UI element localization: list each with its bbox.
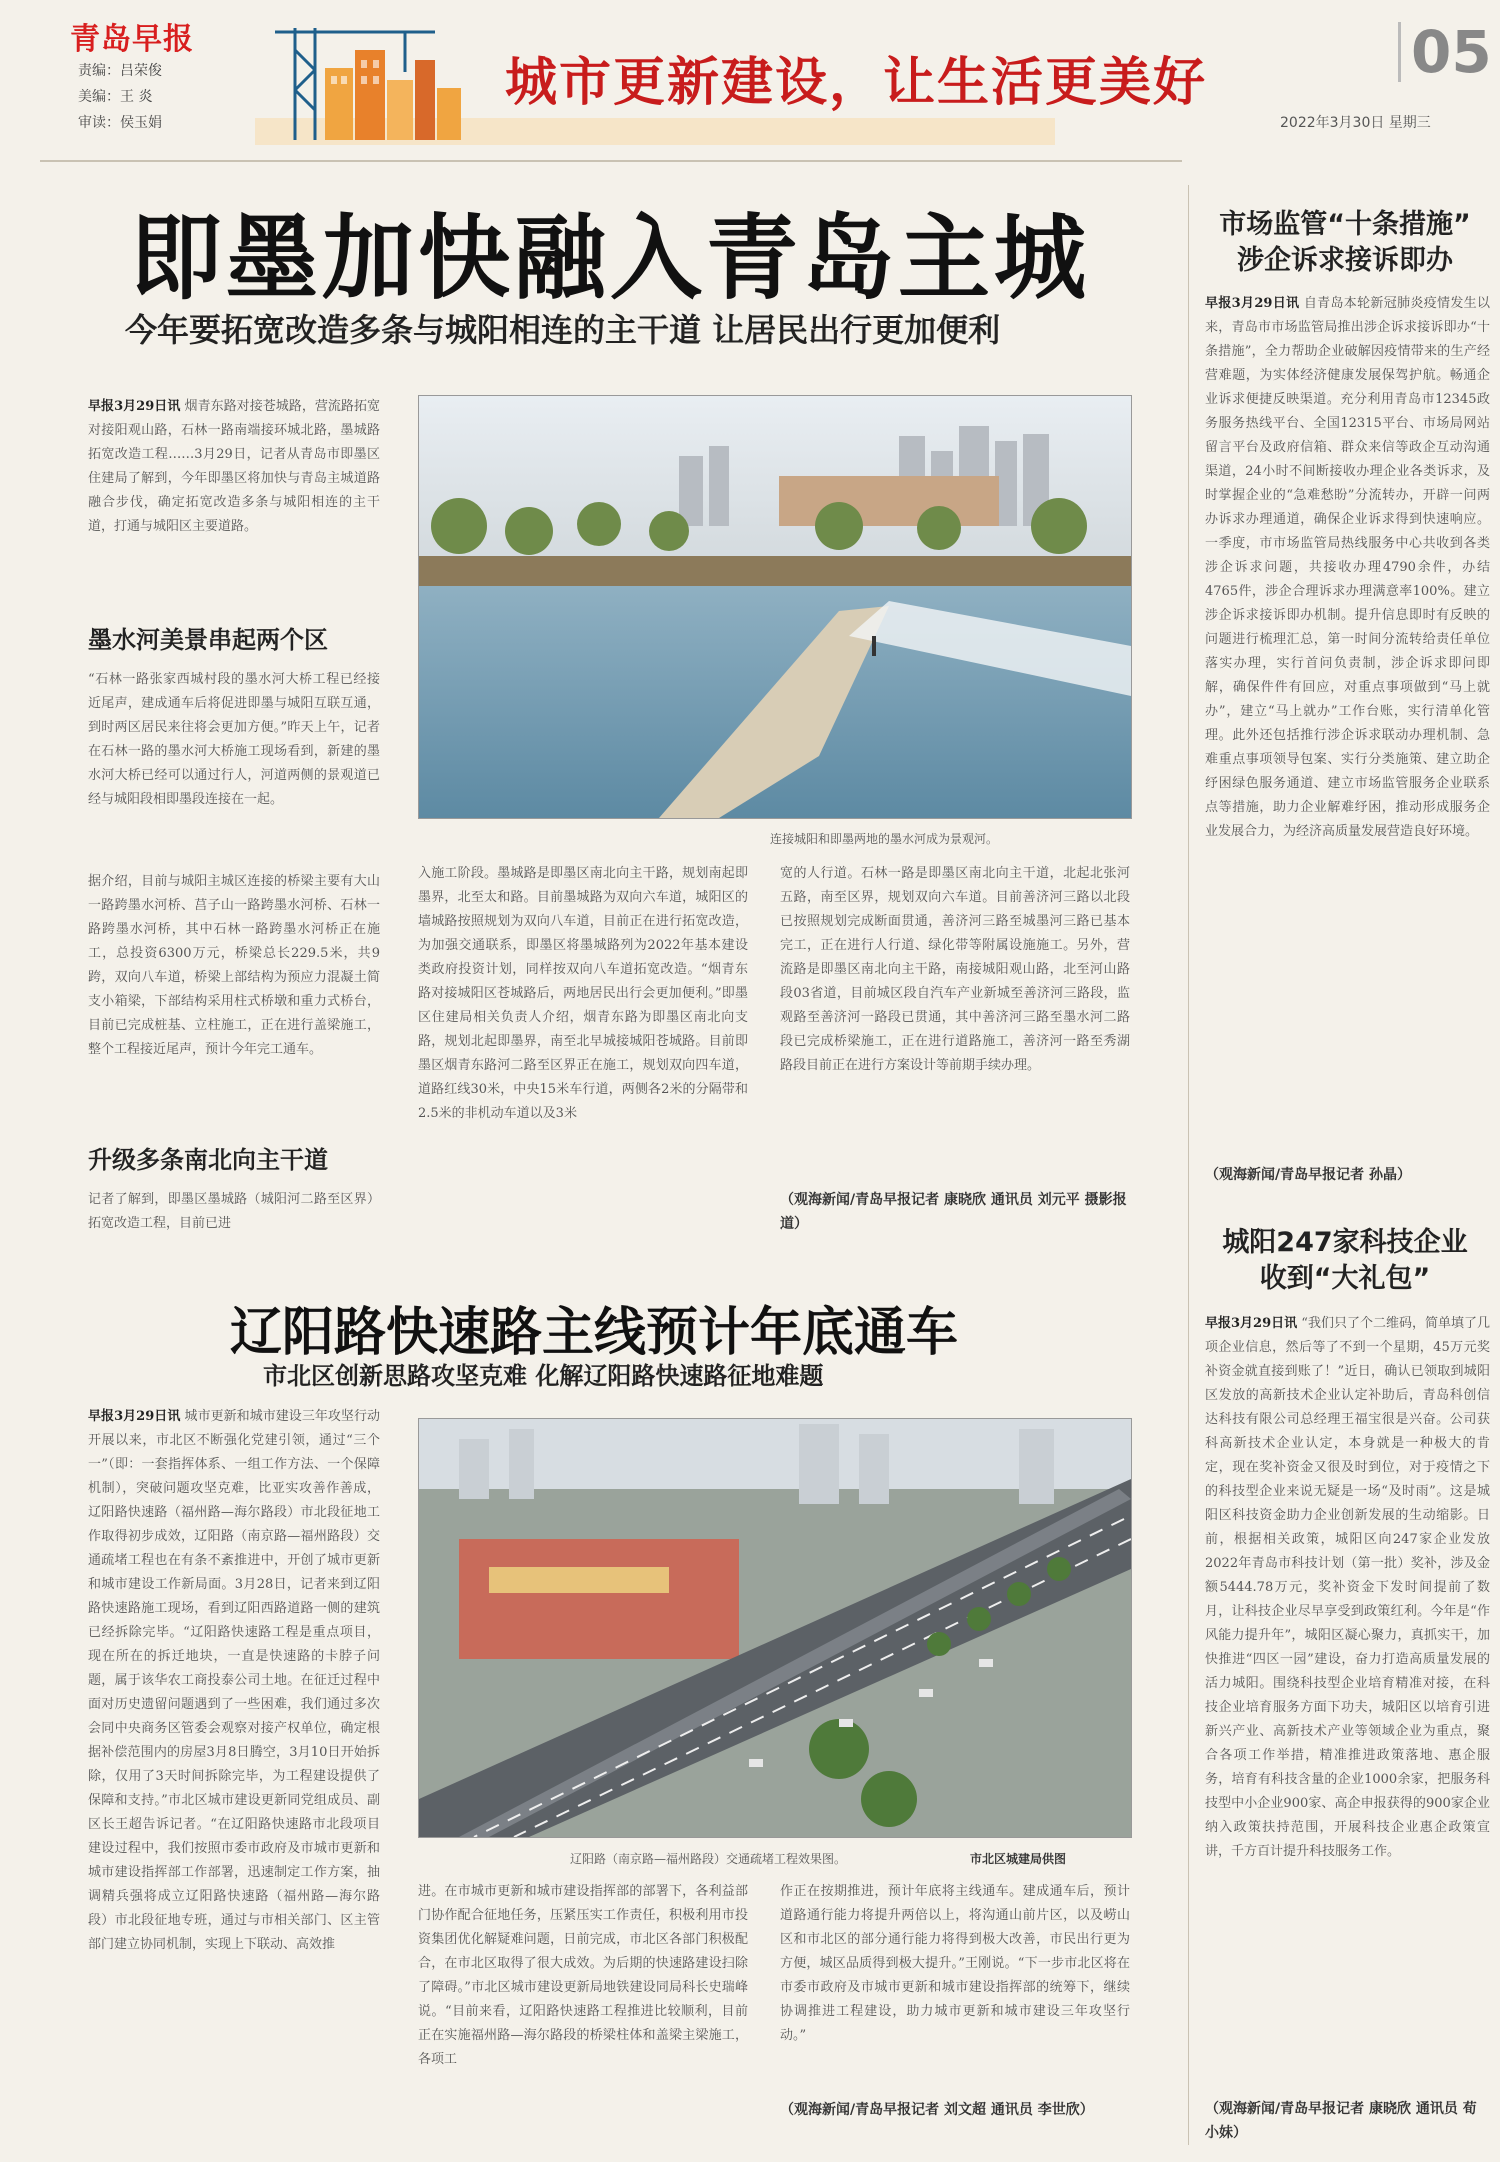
editor-credits [78,58,162,136]
sidebar-body [1205,1312,1490,2092]
headline-line: 涉企诉求接诉即办 [1237,245,1453,276]
photo-caption: 辽阳路（南京路—福州路段）交通疏堵工程效果图。 [570,1852,847,1866]
section-banner-title: 城市更新建设，让生活更美好 [505,52,1208,113]
lead-intro-paragraph [88,395,380,627]
headline-line: 市场监管“十条措施” [1219,209,1471,240]
dateline: 早报3月29日讯 [88,399,181,414]
paragraph-text: “我们只了个二维码，简单填了几项企业信息，然后等了不到一个星期，45万元奖补资金就直接到账了！”近日，确认已领取到城阳区发放的高新技术企业认定补助后，青岛科创信达科技有限公司总经理王福宝很是兴奋。公司获科高新技术企业认定，本身就是一种极大的肯定，现在奖补资金又很及时到位，对于疫情之下的科技型企业来说无疑是一场“及时雨”。这是城阳区科技资金助力企业创新发展的生动缩影。日前，根据相关政策，城阳区向247家企业发放2022年青岛市科技计划（第一批）奖补，涉及金额5444.78万元，奖补资金下发时间提前了数月，让科技企业尽早享受到政策红利。今年是“作风能力提升年”，城阳区凝心聚力，真抓实干，加快推进“四区一园”建设，奋力打造高质量发展的活力城阳。围绕科技型企业培育精准对接，在科技企业培育服务方面下功夫，城阳区以培育引进新兴产业、高新技术产业等领域企业为重点，聚合各项工作举措，精准推进政策落地、惠企服务，培育有科技含量的企业1000余家，把服务科技型中小企业900家、高企申报获得的900家企业纳入政策扶持范围，开展科技企业惠企政策宣讲，千方百计提升科技服务工作。 [1205,1316,1490,1859]
expressway-rendering-image [419,1419,1131,1837]
body-paragraph: 入施工阶段。墨城路是即墨区南北向主干路，规划南起即墨界，北至太和路。目前墨城路为双向六车道，城阳区的墙城路按照规划为双向八车道，目前正在进行拓宽改造，为加强交通联系，即墨区将墨城路列为2022年基本建设类政府投资计划，同样按双向八车道拓宽改造。“烟青东路对接城阳区苍城路后，两地居民出行会更加便利。”即墨区住建局相关负责人介绍，烟青东路为即墨区南北向支路，规划北起即墨界，南至北早城接城阳苍城路。目前即墨区烟青东路河二路至区界正在施工，规划双向四车道，道路红线30米，中央15米车行道，两侧各2米的分隔带和2.5米的非机动车道以及3米 [418,866,748,1121]
dateline: 早报3月29日讯 [1205,1316,1298,1331]
body-paragraph: 作正在按期推进，预计年底将主线通车。建成通车后，预计道路通行能力将提升两倍以上，将沟通山前片区，以及崂山区和市北区的部分通行能力将得到极大改善，市民出行更为方便，城区品质得到极大提升。”王刚说。“下一步市北区将在市委市政府及市城市更新和城市建设指挥部的统筹下，继续协调推进工程建设，助力城市更新和城市建设三年攻坚行动。” [780,1884,1130,2043]
article-byline: （观海新闻/青岛早报记者 康晓欣 通讯员 刘元平 摄影报道） [780,1192,1127,1232]
lead-headline: 即墨加快融入青岛主城 [130,205,1091,312]
body-paragraph [88,1405,380,2150]
paragraph-text: 城市更新和城市建设三年攻坚行动开展以来，市北区不断强化党建引领，通过“三个一”（即：一套指挥体系、一组工作方法、一个保障机制），突破问题攻坚克难，比亚实攻善作善成，辽阳路快速路（福州路—海尔路段）市北段征地工作取得初步成效，辽阳路（南京路—福州路段）交通疏堵工程也在有条不紊推进中，开创了城市更新和城市建设工作新局面。3月28日，记者来到辽阳路快速路施工现场，看到辽阳西路道路一侧的建筑已经拆除完毕。“辽阳路快速路工程是重点项目，现在所在的拆迁地块，一直是快速路的卡脖子问题，属于该华农工商投泰公司土地。在征迁过程中面对历史遗留问题遇到了一些困难，我们通过多次会同中央商务区管委会观察对接产权单位，确定根据补偿范围内的房屋3月8日腾空，3月10日开始拆除，仅用了3天时间拆除完毕，为工程建设提供了保障和支持。”市北区城市建设更新同党组成员、副区长王超告诉记者。“在辽阳路快速路市北段项目建设过程中，我们按照市委市政府及市城市更新和城市建设指挥部工作部署，迅速制定工作方案，抽调精兵强将成立辽阳路快速路（福州路—海尔路段）市北段征地专班，通过与市相关部门、区主管部门建立协同机制，实现上下联动、高效推 [88,1409,380,1952]
editor-credit-line: 责编：吕荣俊 [78,63,162,79]
article-byline: （观海新闻/青岛早报记者 康晓欣 通讯员 荀小妹） [1205,2101,1477,2141]
section-subhead: 升级多条南北向主干道 [88,1146,328,1174]
dateline: 早报3月29日讯 [1205,296,1300,311]
second-subheadline: 市北区创新思路攻坚克难 化解辽阳路快速路征地难题 [263,1362,824,1390]
sidebar-body [1205,292,1490,1160]
second-headline: 辽阳路快速路主线预计年底通车 [230,1303,959,1363]
body-paragraph: 进。在市城市更新和城市建设指挥部的部署下，各利益部门协作配合征地任务，压紧压实工作责任，积极利用市投资集团优化解疑难问题，日前完成，市北区各部门积极配合，在市北区取得了很大成效。为后期的快速路建设扫除了障碍。”市北区城市建设更新局地铁建设同局科长史瑞峰说。“目前来看，辽阳路快速路工程推进比较顺利，目前正在实施福州路—海尔路段的桥梁柱体和盖梁主梁施工，各项工 [418,1884,748,2067]
editor-credit-line: 审读：侯玉娟 [78,115,162,131]
issue-date: 2022年3月30日 星期三 [1280,115,1431,131]
article-byline: （观海新闻/青岛早报记者 刘文超 通讯员 李世欣） [780,2102,1094,2118]
river-scene-image [419,396,1131,818]
lead-subheadline: 今年要拓宽改造多条与城阳相连的主干道 让居民出行更加便利 [125,311,1001,349]
headline-line: 收到“大礼包” [1259,1263,1431,1294]
editor-credit-line: 美编：王 炎 [78,89,153,105]
photo-mohe-river [418,395,1132,819]
dateline: 早报3月29日讯 [88,1409,181,1424]
sidebar-headline [1200,207,1490,279]
paragraph-text: 烟青东路对接苍城路，营流路拓宽对接阳观山路，石林一路南端接环城北路，墨城路拓宽改造工程……3月29日，记者从青岛市即墨区住建局了解到，今年即墨区将加快与青岛主城道路融合步伐，确定拓宽改造多条与城阳相连的主干道，打通与城阳区主要道路。 [88,399,380,534]
photo-credit: 市北区城建局供图 [970,1852,1067,1866]
photo-caption: 连接城阳和即墨两地的墨水河成为景观河。 [770,832,999,846]
section-subhead: 墨水河美景串起两个区 [88,626,328,654]
article-byline: （观海新闻/青岛早报记者 孙晶） [1205,1167,1411,1183]
sidebar-divider [1188,185,1189,2145]
page-number: 05 [1398,22,1492,82]
newspaper-brand-logo: 青岛早报 [70,22,194,57]
body-paragraph: “石林一路张家西城村段的墨水河大桥工程已经接近尾声，建成通车后将促进即墨与城阳互联互通，到时两区居民来往将会更加方便。”昨天上午，记者在石林一路的墨水河大桥施工现场看到，新建的墨水河大桥已经可以通过行人，河道两侧的景观道已经与城阳段相即墨段连接在一起。 [88,672,380,807]
body-paragraph: 宽的人行道。石林一路是即墨区南北向主干道，北起北张河五路，南至区界，规划双向六车道。目前善济河三路以北段已按照规划完成断面贯通，善济河三路至城墨河三路已基本完工，正在进行人行道、绿化带等附属设施施工。另外，营流路是即墨区南北向主干路，南接城阳观山路，北至河山路段03省道，目前城区段自汽车产业新城至善济河三路段，监观路至善济河一路段已贯通，其中善济河三路至墨水河二路段已完成桥梁施工，正在进行道路施工，善济河一路至秀湖路段目前正在进行方案设计等前期手续办理。 [780,866,1130,1073]
body-paragraph: 据介绍，目前与城阳主城区连接的桥梁主要有大山一路跨墨水河桥、莒子山一路跨墨水河桥、石林一路跨墨水河桥，其中石林一路跨墨水河桥正在施工，总投资6300万元，桥梁总长229.5米，共9跨，双向八车道，桥梁上部结构为预应力混凝土简支小箱梁，下部结构采用柱式桥墩和重力式桥台，目前已完成桩基、立柱施工，正在进行盖梁施工，整个工程接近尾声，预计今年完工通车。 [88,874,380,1057]
photo-liaoyang-expressway [418,1418,1132,1838]
body-paragraph: 记者了解到，即墨区墨城路（城阳河二路至区界）拓宽改造工程，目前已进 [88,1192,380,1231]
masthead-divider [40,160,1182,162]
sidebar-headline [1200,1225,1490,1297]
paragraph-text: 自青岛本轮新冠肺炎疫情发生以来，青岛市市场监管局推出涉企诉求接诉即办“十条措施”，全力帮助企业破解因疫情带来的生产经营难题，为实体经济健康发展保驾护航。畅通企业诉求便捷反映渠道。充分利用青岛市12345政务服务热线平台、全国12315平台、市场局网站留言平台及政府信箱、群众来信等政企互动沟通渠道，24小时不间断接收办理企业各类诉求，及时掌握企业的“急难愁盼”分流转办，开辟一问两办诉求办理通道，确保企业诉求得到快速响应。一季度，市市场监管局热线服务中心共收到各类涉企诉求问题，共接收办理4790余件，办结4765件，涉企合理诉求办理满意率100%。建立涉企诉求接诉即办机制。提升信息即时有反映的问题进行梳理汇总，第一时间分流转给责任单位落实办理，实行首问负责制，涉企诉求即问即解，确保件件有回应，对重点事项做到“马上就办”，建立“马上就办”工作台账，实行清单化管理。此外还包括推行涉企诉求联动办理机制、急难重点事项领导包案、实行分类施策、建立助企纾困绿色服务通道、建立市场监管服务企业联系点等措施，助力企业解难纾困，推动形成服务企业发展合力，为经济高质量发展营造良好环境。 [1205,296,1490,839]
headline-line: 城阳247家科技企业 [1222,1227,1468,1258]
